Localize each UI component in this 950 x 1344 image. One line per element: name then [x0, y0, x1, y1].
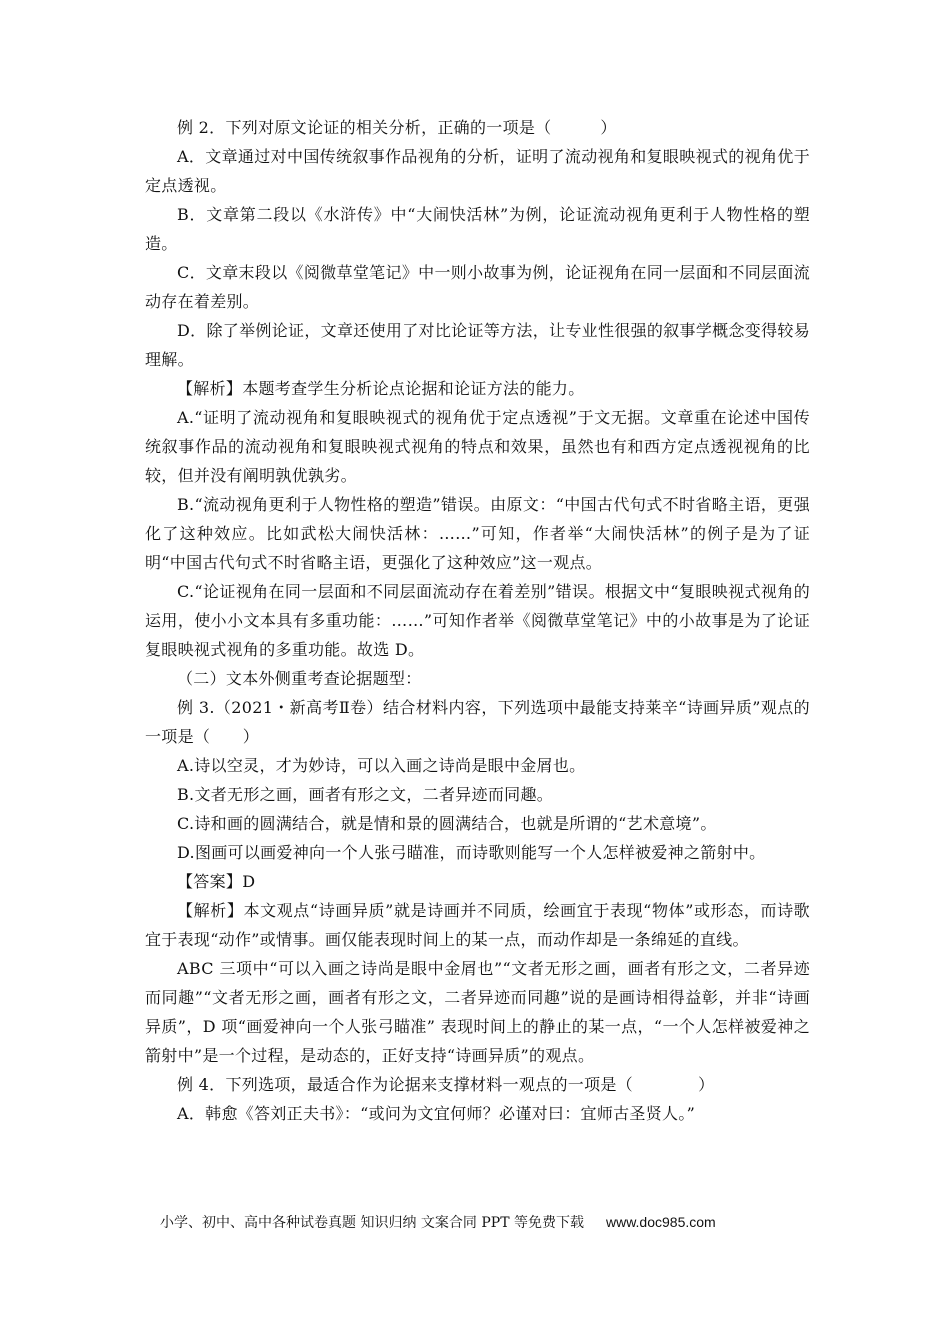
paragraph: 例 3.（2021・新高考Ⅱ卷）结合材料内容，下列选项中最能支持莱辛“诗画异质”观点的一项是（ ）	[145, 698, 810, 746]
footer-text: 小学、初中、高中各种试卷真题 知识归纳 文案合同 PPT 等免费下载	[160, 1215, 584, 1231]
paragraph: 例 2．下列对原文论证的相关分析，正确的一项是（ ）	[177, 118, 617, 137]
paragraph: A．韩愈《答刘正夫书》：“或问为文宜何师？必谨对曰：宜师古圣贤人。”	[177, 1104, 696, 1123]
footer-url[interactable]: www.doc985.com	[605, 1214, 716, 1230]
paragraph: B.文者无形之画，画者有形之文，二者异迹而同趣。	[177, 785, 554, 804]
paragraph: D．除了举例论证，文章还使用了对比论证等方法，让专业性很强的叙事学概念变得较易理解。	[145, 321, 810, 369]
paragraph: （二）文本外侧重考查论据题型：	[177, 669, 422, 688]
paragraph: B．文章第二段以《水浒传》中“大闹快活林”为例，论证流动视角更利于人物性格的塑造。	[145, 205, 810, 253]
paragraph: 例 4．下列选项，最适合作为论据来支撑材料一观点的一项是（ ）	[177, 1075, 715, 1094]
paragraph: A.“证明了流动视角和复眼映视式的视角优于定点透视”于文无据。文章重在论述中国传统叙事作品的流动视角和复眼映视式视角的特点和效果，虽然也有和西方定点透视视角的比较，但并没有阐明孰优孰劣。	[145, 408, 810, 485]
paragraph: 【答案】D	[177, 872, 256, 891]
paragraph: ABC 三项中“可以入画之诗尚是眼中金屑也”“文者无形之画，画者有形之文，二者异迹而同趣”“文者无形之画，画者有形之文，二者异迹而同趣”说的是画诗相得益彰，并非“诗画异质”，D 项“画爱神向一个人张弓瞄准” 表现时间上的静止的某一点，“一个人怎样被爱神之箭射中”是一个过程，是动态的，正好支持“诗画异质”的观点。	[145, 959, 810, 1065]
document-body	[145, 113, 810, 1128]
paragraph: C.“论证视角在同一层面和不同层面流动存在着差别”错误。根据文中“复眼映视式视角的运用，使小小文本具有多重功能：……”可知作者举《阅微草堂笔记》中的小故事是为了论证复眼映视式视角的多重功能。故选 D。	[145, 582, 810, 659]
paragraph: B.“流动视角更利于人物性格的塑造”错误。由原文：“中国古代句式不时省略主语，更强化了这种效应。比如武松大闹快活林：……”可知，作者举“大闹快活林”的例子是为了证明“中国古代句式不时省略主语，更强化了这种效应”这一观点。	[145, 495, 810, 572]
paragraph: D.图画可以画爱神向一个人张弓瞄准，而诗歌则能写一个人怎样被爱神之箭射中。	[177, 843, 766, 862]
page-footer	[160, 1212, 800, 1233]
paragraph: C．文章末段以《阅微草堂笔记》中一则小故事为例，论证视角在同一层面和不同层面流动存在着差别。	[145, 263, 810, 311]
paragraph: 【解析】本文观点“诗画异质”就是诗画并不同质，绘画宜于表现“物体”或形态，而诗歌宜于表现“动作”或情事。画仅能表现时间上的某一点，而动作却是一条绵延的直线。	[145, 901, 810, 949]
paragraph: C.诗和画的圆满结合，就是情和景的圆满结合，也就是所谓的“艺术意境”。	[177, 814, 717, 833]
paragraph: A.诗以空灵，才为妙诗，可以入画之诗尚是眼中金屑也。	[177, 756, 586, 775]
paragraph: 【解析】本题考查学生分析论点论据和论证方法的能力。	[177, 379, 585, 398]
paragraph: A．文章通过对中国传统叙事作品视角的分析，证明了流动视角和复眼映视式的视角优于定点透视。	[145, 147, 810, 195]
